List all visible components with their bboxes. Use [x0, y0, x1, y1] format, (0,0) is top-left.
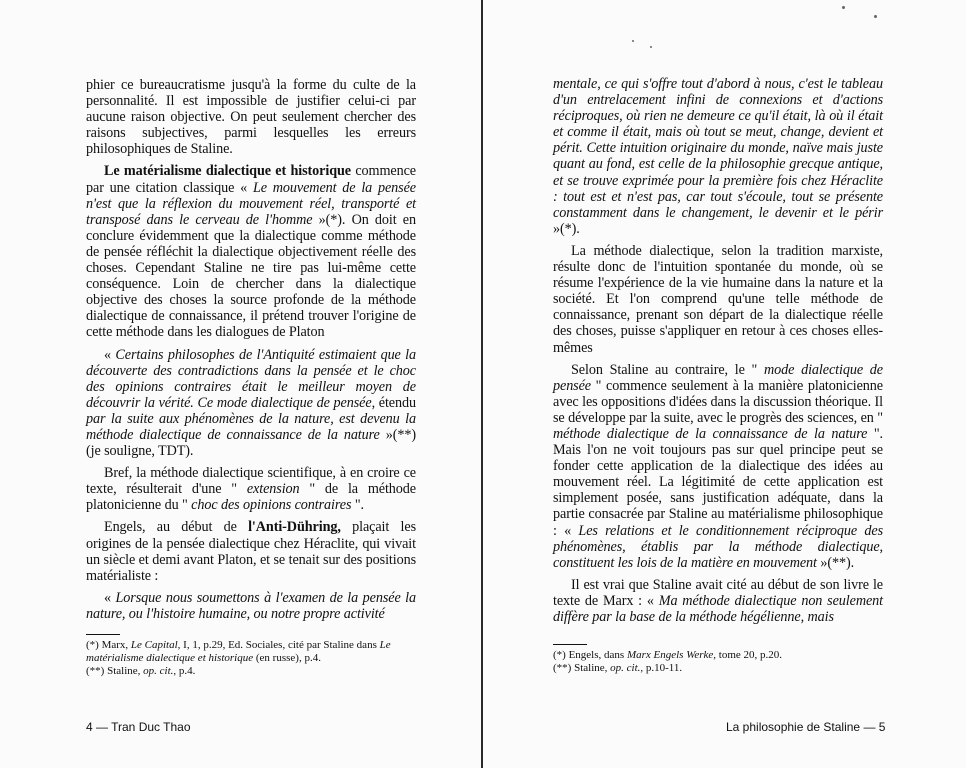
page-footer-right: La philosophie de Staline — 5	[726, 720, 886, 734]
footnote: (*) Engels, dans Marx Engels Werke, tome 20, p.20.	[553, 649, 783, 661]
footnote: (**) Staline, op. cit., p.4.	[86, 665, 196, 677]
right-text-column	[553, 76, 883, 631]
right-footnotes	[553, 644, 893, 675]
paragraph: Il est vrai que Staline avait cité au début de son livre le texte de Marx : « Ma méthode dialectique non seulement diffère par la base de la méthode hégélienne, mais	[553, 576, 883, 625]
page-footer-left: 4 — Tran Duc Thao	[86, 720, 191, 734]
left-text-column	[86, 77, 416, 628]
paragraph: Selon Staline au contraire, le " mode dialectique de pensée " commence seulement à la manière platonicienne avec les oppositions d'idées dans la discussion théorique. Il se développe par la suite, avec le progrès des sciences, en " méthode dialectique de la connaissance de la nature ". Mais l'on ne voit toujours pas sur quel principe peut se fonder cette application de la dialectique des idées au mouvement réel. La légitimité de cette application est simplement posée, sans justification adéquate, dans la partie consacrée par Staline au matérialisme philosophique : « Les relations et le conditionnement réciproque des phénomènes, établis par la méthode dialectique, constituent les lois de la matière en mouvement »(**).	[553, 361, 883, 571]
scan-speck	[632, 40, 634, 42]
quotation: Certains philosophes de l'Antiquité estimaient que la découverte des contradictions dans la pensée et le choc des opinions contraires était le meilleur moyen de découvrir la vérité. Ce mode dialectique de pensée	[86, 346, 416, 411]
quotation: Ma méthode dialectique non seulement diffère par la base de la méthode hégélienne, mais	[553, 592, 883, 625]
footnote-rule	[86, 634, 120, 635]
paragraph: « Certains philosophes de l'Antiquité estimaient que la découverte des contradictions dans la pensée et le choc des opinions contraires était le meilleur moyen de découvrir la vérité. Ce mode dialectique de pensée, étendu par la suite aux phénomènes de la nature, est devenu la méthode dialectique de connaissance de la nature »(**) (je souligne, TDT).	[86, 346, 416, 460]
paragraph: Le matérialisme dialectique et historique commence par une citation classique « Le mouvement de la pensée n'est que la réflexion du mouvement réel, transporté et transposé dans le cerveau de l'homme »(*). On doit en conclure évidemment que la dialectique comme méthode de pensée réfléchit la dialectique objectivement réelle des choses. Cependant Staline ne tire pas lui-même cette conséquence. Loin de chercher dans la dialectique objective des choses la source profonde de la méthode dialectique de connaissance, il prétend trouver l'origine de cette méthode dans les dialogues de Platon	[86, 163, 417, 341]
quotation: par la suite aux phénomènes de la nature, est devenu la méthode dialectique de connaissance de la nature	[86, 410, 416, 443]
paragraph: mentale, ce qui s'offre tout d'abord à nous, c'est le tableau d'un entrelacement infini de connexions et d'actions réciproques, où rien ne demeure ce qu'il était, là où il était et comme il était, mais où tout se meut, change, devient et périt. Cette intuition originaire du monde, naïve mais juste quant au fond, est celle de la philosophie grecque antique, et se trouve exprimée pour la première fois chez Héraclite : tout est et n'est pas, car tout s'écoule, tout se présente constamment dans le changement, le devenir et le périr »(*).	[553, 76, 883, 237]
left-footnotes	[86, 634, 426, 678]
quotation: mentale, ce qui s'offre tout d'abord à nous, c'est le tableau d'un entrelacement infini de connexions et d'actions réciproques, où rien ne demeure ce qu'il était, là où il était et comme il était, mais où tout se meut, change, devient et périt. Cette intuition originaire du monde, naïve mais juste quant au fond, est celle de la philosophie grecque antique, et se trouve exprimée pour la première fois chez Héraclite : tout est et n'est pas, car tout s'écoule, tout se présente constamment dans le changement, le devenir et le périr	[553, 76, 883, 221]
footnote: (**) Staline, op. cit., p.10-11.	[553, 662, 683, 674]
footnote-rule	[553, 644, 587, 645]
paragraph: Bref, la méthode dialectique scientifique, à en croire ce texte, résulterait d'une " extension " de la méthode platonicienne du " choc des opinions contraires ".	[86, 465, 416, 514]
scan-speck	[874, 15, 877, 18]
paragraph: Engels, au début de l'Anti-Dühring, plaçait les origines de la pensée dialectique chez Héraclite, qui vivait un siècle et demi avant Platon, et se tenait sur des positions matérialiste :	[86, 519, 416, 584]
book-gutter	[481, 0, 483, 768]
paragraph: La méthode dialectique, selon la tradition marxiste, résulte donc de l'intuition spontanée du monde, où se résume l'expérience de la vie humaine dans la nature et la société. Et l'on comprend qu'une telle méthode de connaissance, prenant son départ de la dialectique réelle des choses, puisse s'appliquer en retour à ces choses elles-mêmes	[553, 242, 883, 356]
paragraph: phier ce bureaucratisme jusqu'à la forme du culte de la personnalité. Il est impossible de justifier celui-ci par aucune raison objective. On peut seulement chercher des raisons subjectives, parmi lesquelles les erreurs philosophiques de Staline.	[86, 77, 416, 158]
quotation: Lorsque nous soumettons à l'examen de la pensée la nature, ou l'histoire humaine, ou notre propre activité	[86, 589, 416, 622]
paragraph: « Lorsque nous soumettons à l'examen de la pensée la nature, ou l'histoire humaine, ou notre propre activité	[86, 589, 416, 622]
footnote: (*) Marx, Le Capital, I, 1, p.29, Ed. Sociales, cité par Staline dans Le matérialisme dialectique et historique (en russe), p.4.	[86, 639, 391, 664]
heading-inline: Le matérialisme dialectique et historique	[104, 163, 351, 180]
scan-speck	[650, 46, 652, 48]
scan-speck	[842, 6, 845, 9]
quotation: Le mouvement de la pensée n'est que la réflexion du mouvement réel, transporté et transposé dans le cerveau de l'homme	[86, 179, 416, 228]
quotation: Les relations et le conditionnement réciproque des phénomènes, établis par la méthode dialectique, constituent les lois de la matière en mouvement	[553, 522, 883, 571]
